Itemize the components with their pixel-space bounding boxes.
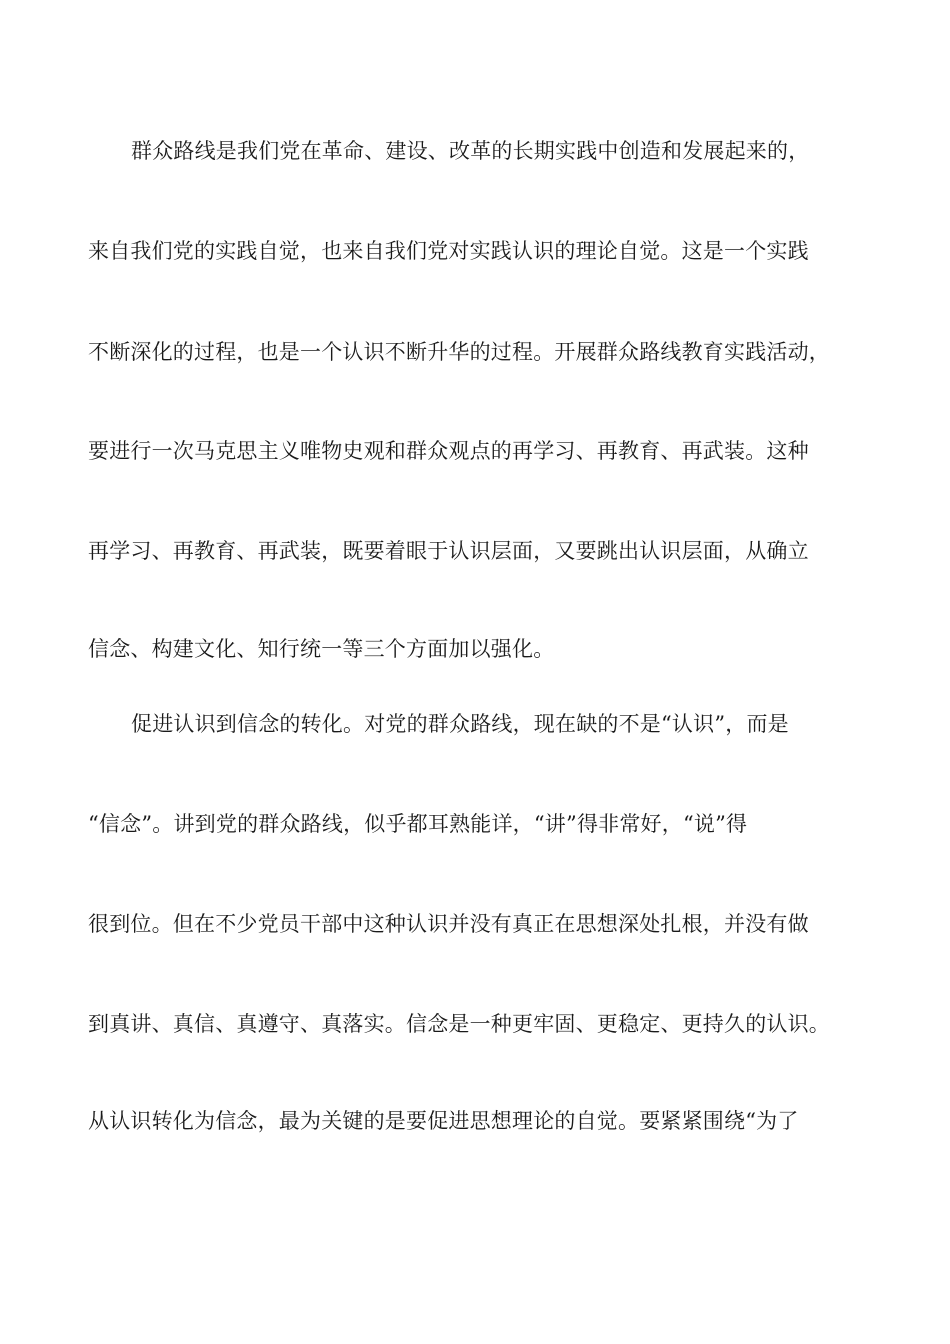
paragraph-2-line-1: 促进认识到信念的转化。对党的群众路线，现在缺的不是“认识”，而是 (131, 712, 789, 736)
paragraph-1-line-5: 再学习、再教育、再武装，既要着眼于认识层面，又要跳出认识层面，从确立 (88, 539, 809, 563)
paragraph-1-line-3: 不断深化的过程，也是一个认识不断升华的过程。开展群众路线教育实践活动， (88, 340, 830, 364)
paragraph-1-line-4: 要进行一次马克思主义唯物史观和群众观点的再学习、再教育、再武装。这种 (88, 439, 809, 463)
paragraph-1-line-2: 来自我们党的实践自觉，也来自我们党对实践认识的理论自觉。这是一个实践 (88, 239, 809, 263)
paragraph-2-line-3: 很到位。但在不少党员干部中这种认识并没有真正在思想深处扎根，并没有做 (88, 912, 809, 936)
paragraph-1-line-1: 群众路线是我们党在革命、建设、改革的长期实践中创造和发展起来的， (131, 139, 810, 163)
paragraph-2-line-4: 到真讲、真信、真遵守、真落实。信念是一种更牢固、更稳定、更持久的认识。 (88, 1012, 830, 1036)
paragraph-2-line-2: “信念”。讲到党的群众路线，似乎都耳熟能详，“讲”得非常好，“说”得 (88, 812, 748, 836)
paragraph-2-line-5: 从认识转化为信念，最为关键的是要促进思想理论的自觉。要紧紧围绕“为了 (88, 1109, 799, 1133)
paragraph-1-line-6: 信念、构建文化、知行统一等三个方面加以强化。 (88, 637, 555, 661)
